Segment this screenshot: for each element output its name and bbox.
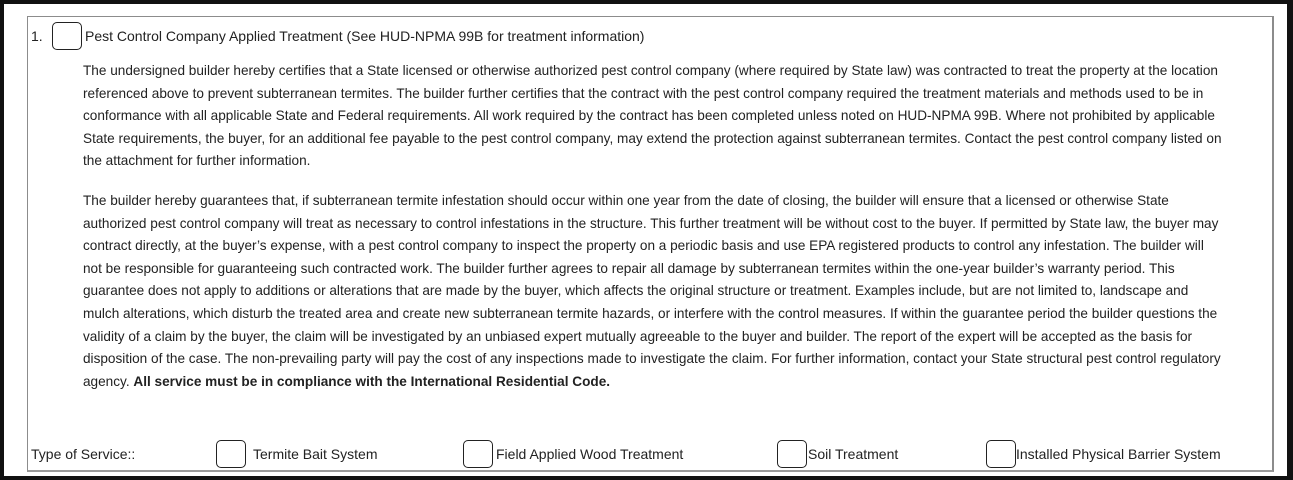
guarantee-paragraph <box>83 190 1223 393</box>
service-option-soil[interactable] <box>777 440 898 468</box>
type-of-service-row <box>4 440 1287 468</box>
physical-barrier-label: Installed Physical Barrier System <box>1016 446 1221 462</box>
field-wood-treatment-checkbox[interactable] <box>463 440 493 468</box>
compliance-statement: All service must be in compliance with the International Residential Code. <box>133 373 611 389</box>
physical-barrier-checkbox[interactable] <box>986 440 1016 468</box>
service-option-physical-barrier[interactable] <box>986 440 1221 468</box>
soil-treatment-label: Soil Treatment <box>808 446 899 462</box>
section-title: Pest Control Company Applied Treatment (See HUD-NPMA 99B for treatment information) <box>85 28 645 44</box>
field-wood-treatment-label: Field Applied Wood Treatment <box>496 446 684 462</box>
termite-bait-label: Termite Bait System <box>253 446 378 462</box>
item-number: 1. <box>31 28 43 44</box>
guarantee-text: The builder hereby guarantees that, if subterranean termite infestation should occur within one year from the date of closing, the builder will ensure that a licensed or otherwise State authorized pest control company will treat as necessary to control infestations in the structure. This further treatment will be without cost to the buyer. If permitted by State law, the buyer may contract directly, at the buyer’s expense, with a pest control company to inspect the property on a periodic basis and use EPA registered products to control any infestation. The builder will not be responsible for guaranteeing such contracted work. The builder further agrees to repair all damage by subterranean termites within the one-year builder’s warranty period. This guarantee does not apply to additions or alterations that are made by the buyer, which affects the original structure or treatment. Examples include, but are not limited to, landscape and mulch alterations, which disturb the treated area and create new subterranean termite hazards, or interfere with the control measures. If within the guarantee period the builder questions the validity of a claim by the buyer, the claim will be investigated by an unbiased expert mutually agreeable to the buyer and builder. The report of the expert will be accepted as the basis for disposition of the case. The non-prevailing party will pay the cost of any inspections made to investigate the claim. For further information, contact your State structural pest control regulatory agency. <box>83 193 1221 389</box>
pest-control-applied-checkbox[interactable] <box>52 22 82 50</box>
service-option-termite-bait[interactable] <box>216 440 377 468</box>
termite-bait-checkbox[interactable] <box>216 440 246 468</box>
service-option-field-wood[interactable] <box>463 440 683 468</box>
certification-paragraph: The undersigned builder hereby certifies that a State licensed or otherwise authorized pest control company (where required by State law) was contracted to treat the property at the location referenced above to prevent subterranean termites. The builder further certifies that the contract with the pest control company required the treatment materials and methods used to be in conformance with all applicable State and Federal requirements. All work required by the contract has been completed unless noted on HUD-NPMA 99B. Where not prohibited by applicable State requirements, the buyer, for an additional fee payable to the pest control company, may extend the protection against subterranean termites. Contact the pest control company listed on the attachment for further information. <box>83 63 1222 169</box>
form-page <box>4 4 1287 476</box>
type-of-service-label: Type of Service:: <box>31 446 136 462</box>
soil-treatment-checkbox[interactable] <box>777 440 807 468</box>
section-heading <box>31 22 644 50</box>
